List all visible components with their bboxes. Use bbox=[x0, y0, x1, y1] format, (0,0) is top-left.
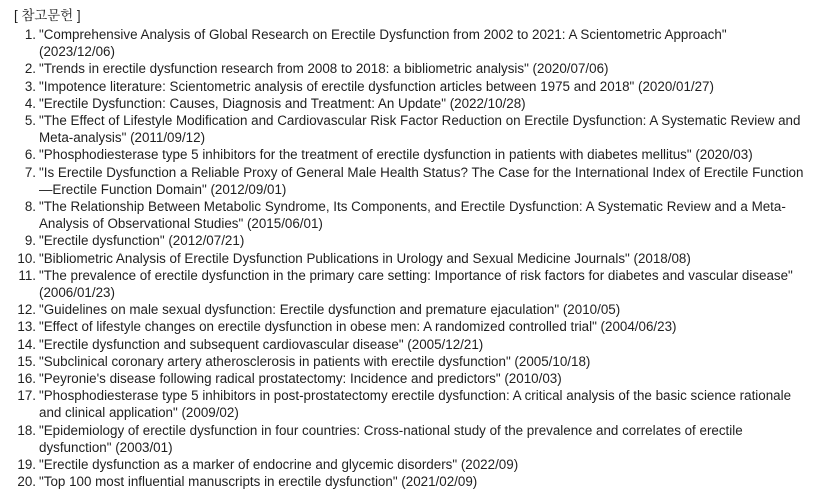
reference-text: "Top 100 most influential manuscripts in erectile dysfunction" (2021/02/09) bbox=[39, 474, 478, 490]
reference-item bbox=[14, 250, 808, 267]
reference-text: "Phosphodiesterase type 5 inhibitors in post-prostatectomy erectile dysfunction: A critical analysis of the basic science rationale and clinical application" (2009/02) bbox=[39, 388, 792, 421]
reference-text: "Erectile dysfunction" (2012/07/21) bbox=[39, 233, 245, 249]
reference-item bbox=[14, 60, 808, 77]
reference-text: "Comprehensive Analysis of Global Research on Erectile Dysfunction from 2002 to 2021: A Scientometric Approach" (2023/12/06) bbox=[39, 27, 727, 60]
reference-item bbox=[14, 473, 808, 490]
reference-item bbox=[14, 78, 808, 95]
reference-number: 16. bbox=[17, 371, 36, 387]
reference-number: 2. bbox=[24, 61, 36, 77]
reference-text: "Phosphodiesterase type 5 inhibitors for the treatment of erectile dysfunction in patients with diabetes mellitus" (2020/03) bbox=[39, 147, 753, 163]
reference-item bbox=[14, 301, 808, 318]
reference-text: "Erectile Dysfunction: Causes, Diagnosis and Treatment: An Update" (2022/10/28) bbox=[39, 95, 526, 111]
reference-number: 8. bbox=[24, 199, 36, 215]
reference-number: 13. bbox=[17, 319, 36, 335]
references-heading: [ 참고문헌 ] bbox=[14, 8, 81, 23]
reference-number: 3. bbox=[24, 78, 36, 94]
reference-number: 14. bbox=[17, 336, 36, 352]
reference-number: 19. bbox=[17, 457, 36, 473]
reference-item bbox=[14, 26, 808, 60]
reference-number: 12. bbox=[17, 302, 36, 318]
reference-number: 9. bbox=[24, 233, 36, 249]
reference-item bbox=[14, 370, 808, 387]
reference-text: "Trends in erectile dysfunction research from 2008 to 2018: a bibliometric analysis" (2020/07/06) bbox=[39, 61, 609, 77]
reference-text: "Bibliometric Analysis of Erectile Dysfunction Publications in Urology and Sexual Medicine Journals" (2018/08) bbox=[39, 250, 691, 266]
reference-number: 18. bbox=[17, 422, 36, 438]
reference-text: "Epidemiology of erectile dysfunction in four countries: Cross-national study of the prevalence and correlates of erectile dysfunction" (2003/01) bbox=[39, 422, 743, 455]
reference-text: "Erectile dysfunction as a marker of endocrine and glycemic disorders" (2022/09) bbox=[39, 457, 519, 473]
reference-number: 4. bbox=[24, 95, 36, 111]
reference-item bbox=[14, 267, 808, 301]
reference-number: 5. bbox=[24, 113, 36, 129]
reference-number: 11. bbox=[18, 267, 36, 283]
reference-number: 10. bbox=[17, 250, 36, 266]
reference-list bbox=[14, 26, 808, 490]
reference-item bbox=[14, 422, 808, 456]
reference-item bbox=[14, 387, 808, 421]
reference-number: 1. bbox=[24, 27, 36, 42]
reference-item bbox=[14, 353, 808, 370]
reference-number: 20. bbox=[17, 474, 36, 490]
reference-item bbox=[14, 95, 808, 112]
reference-number: 17. bbox=[17, 388, 36, 404]
reference-text: "Guidelines on male sexual dysfunction: Erectile dysfunction and premature ejaculation" (2010/05) bbox=[39, 302, 621, 318]
reference-item bbox=[14, 198, 808, 232]
reference-item bbox=[14, 164, 808, 198]
reference-text: "The prevalence of erectile dysfunction in the primary care setting: Importance of risk factors for diabetes and vascular disease" (2006/01/23) bbox=[39, 267, 793, 301]
reference-item bbox=[14, 232, 808, 249]
reference-text: "The Effect of Lifestyle Modification and Cardiovascular Risk Factor Reduction on Erectile Dysfunction: A Systematic Review and Meta-analysis" (2011/09/12) bbox=[39, 113, 801, 146]
reference-item bbox=[14, 146, 808, 163]
reference-text: "Subclinical coronary artery atherosclerosis in patients with erectile dysfunction" (2005/10/18) bbox=[39, 353, 591, 369]
reference-text: "Is Erectile Dysfunction a Reliable Proxy of General Male Health Status? The Case for the International Index of Erectile Function—Erectile Function Domain" (2012/09/01) bbox=[39, 164, 804, 197]
reference-number: 15. bbox=[17, 353, 36, 369]
reference-item bbox=[14, 336, 808, 353]
reference-text: "Erectile dysfunction and subsequent cardiovascular disease" (2005/12/21) bbox=[39, 336, 484, 352]
reference-item bbox=[14, 112, 808, 146]
reference-text: "Effect of lifestyle changes on erectile dysfunction in obese men: A randomized controlled trial" (2004/06/23) bbox=[39, 319, 677, 335]
reference-number: 7. bbox=[24, 164, 36, 180]
reference-text: "The Relationship Between Metabolic Syndrome, Its Components, and Erectile Dysfunction: A Systematic Review and a Meta-Analysis of Observational Studies" (2015/06/01) bbox=[39, 199, 786, 232]
reference-item bbox=[14, 318, 808, 335]
reference-text: "Peyronie's disease following radical prostatectomy: Incidence and predictors" (2010/03) bbox=[39, 371, 562, 387]
reference-number: 6. bbox=[24, 147, 36, 163]
reference-item bbox=[14, 456, 808, 473]
reference-text: "Impotence literature: Scientometric analysis of erectile dysfunction articles between 1975 and 2018" (2020/01/27) bbox=[39, 78, 714, 94]
